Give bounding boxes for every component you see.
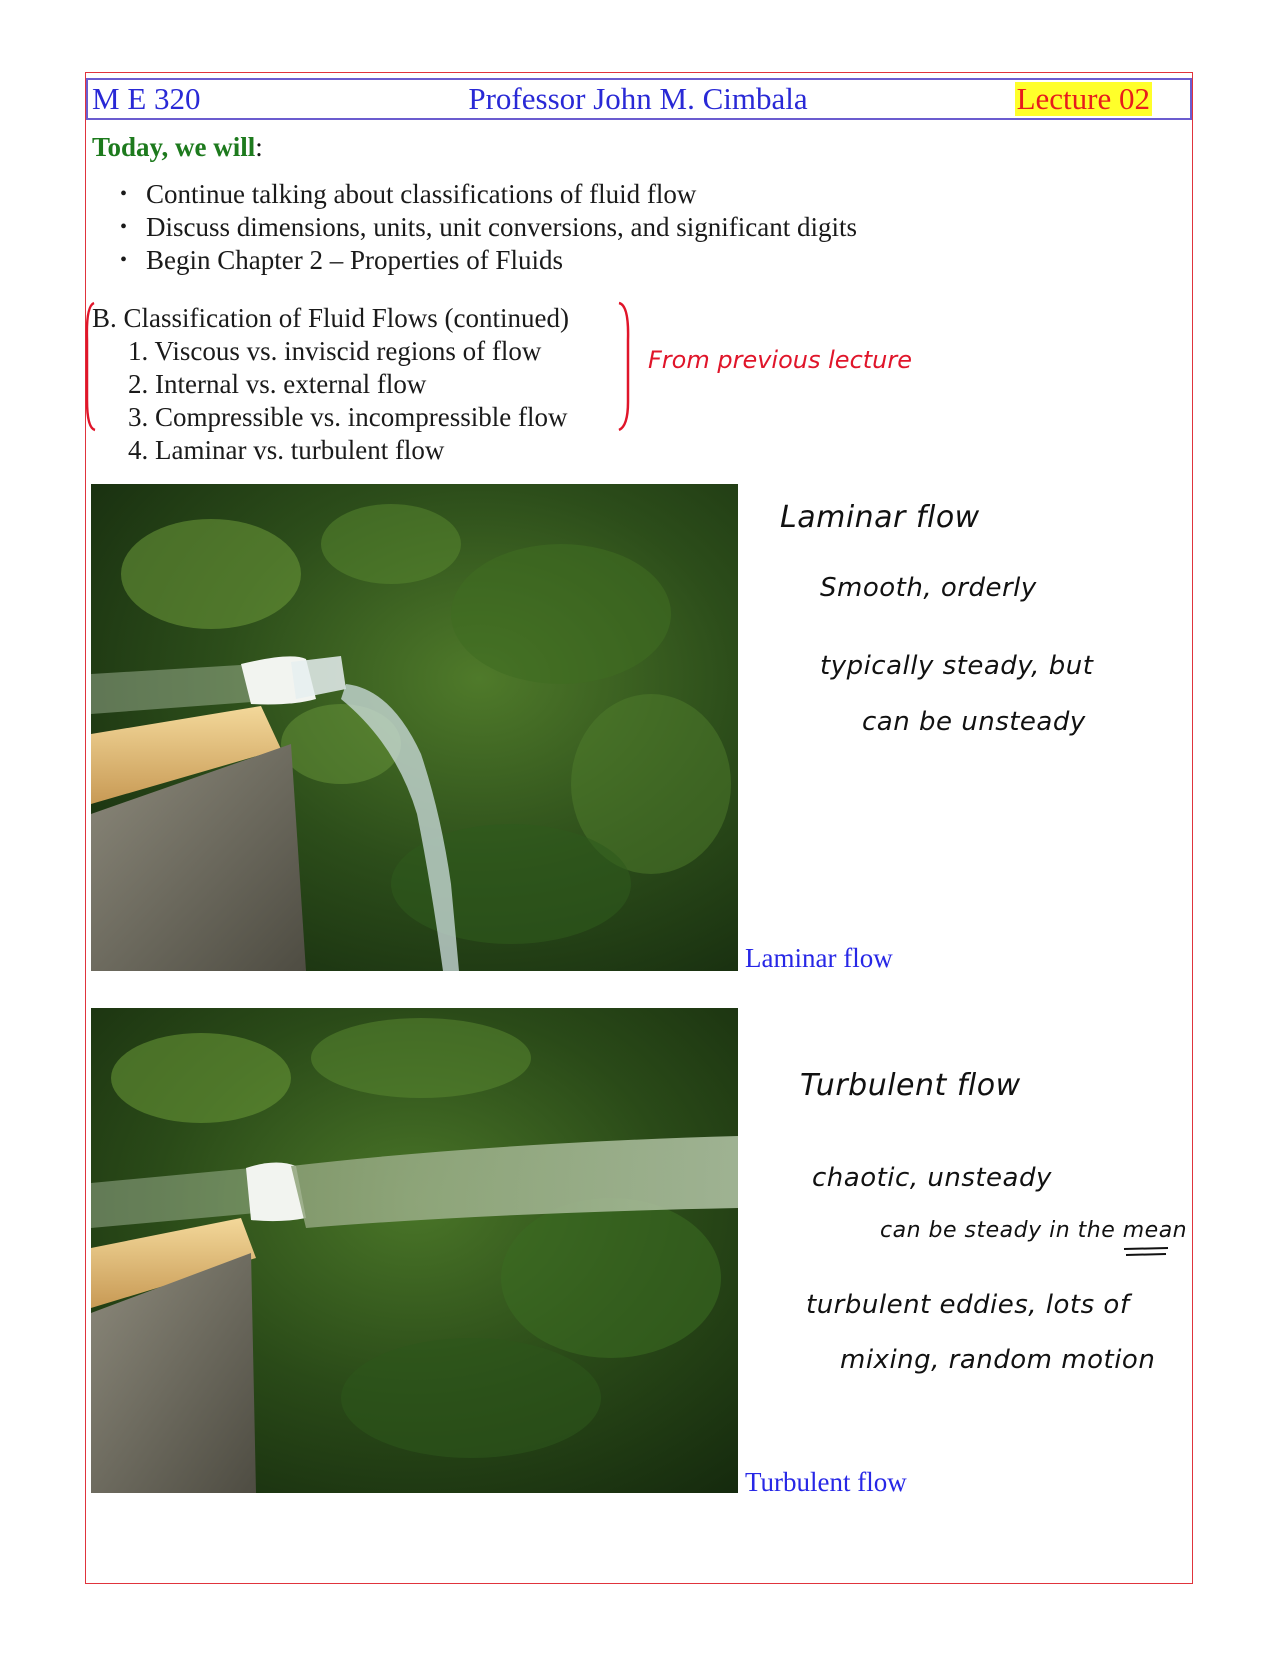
goal-item: • Continue talking about classifications of fluid flow bbox=[112, 178, 857, 211]
turbulent-caption: Turbulent flow bbox=[745, 1467, 907, 1497]
laminar-note-line: typically steady, but bbox=[820, 651, 1094, 681]
goal-item: • Begin Chapter 2 – Properties of Fluids bbox=[112, 244, 857, 277]
outline-section: B. Classification of Fluid Flows (continued) bbox=[92, 303, 569, 333]
laminar-note-line: can be unsteady bbox=[862, 707, 1086, 737]
mean-double-underline bbox=[1122, 1246, 1172, 1258]
laminar-note-title: Laminar flow bbox=[780, 500, 980, 535]
lecture-header bbox=[86, 78, 1192, 120]
previous-lecture-note: From previous lecture bbox=[648, 346, 913, 374]
lecture-number: Lecture 02 bbox=[1016, 81, 1150, 116]
today-heading bbox=[92, 132, 263, 163]
laminar-caption: Laminar flow bbox=[745, 943, 893, 973]
turbulent-note-title: Turbulent flow bbox=[800, 1068, 1021, 1103]
outline-item: 2. Internal vs. external flow bbox=[128, 369, 427, 399]
goal-item: • Discuss dimensions, units, unit conversions, and significant digits bbox=[112, 211, 857, 244]
professor-name: Professor John M. Cimbala bbox=[468, 81, 808, 116]
right-red-bracket bbox=[616, 300, 634, 435]
turbulent-note-line: turbulent eddies, lots of bbox=[806, 1290, 1130, 1320]
today-colon: : bbox=[255, 132, 263, 162]
outline-item: 4. Laminar vs. turbulent flow bbox=[128, 435, 445, 465]
turbulent-flow-photo bbox=[91, 1008, 738, 1495]
outline-item: 3. Compressible vs. incompressible flow bbox=[128, 402, 568, 432]
course-code: M E 320 bbox=[92, 81, 201, 116]
laminar-note-line: Smooth, orderly bbox=[820, 573, 1037, 603]
turbulent-note-line: can be steady in the mean bbox=[880, 1218, 1188, 1243]
goals-list bbox=[112, 178, 857, 277]
turbulent-note-line: chaotic, unsteady bbox=[812, 1163, 1052, 1193]
turbulent-note-line: mixing, random motion bbox=[840, 1345, 1156, 1375]
outline bbox=[92, 302, 569, 467]
laminar-flow-photo bbox=[91, 484, 738, 971]
outline-item: 1. Viscous vs. inviscid regions of flow bbox=[128, 336, 542, 366]
outline-items bbox=[92, 335, 569, 467]
today-label: Today, we will bbox=[92, 132, 256, 162]
